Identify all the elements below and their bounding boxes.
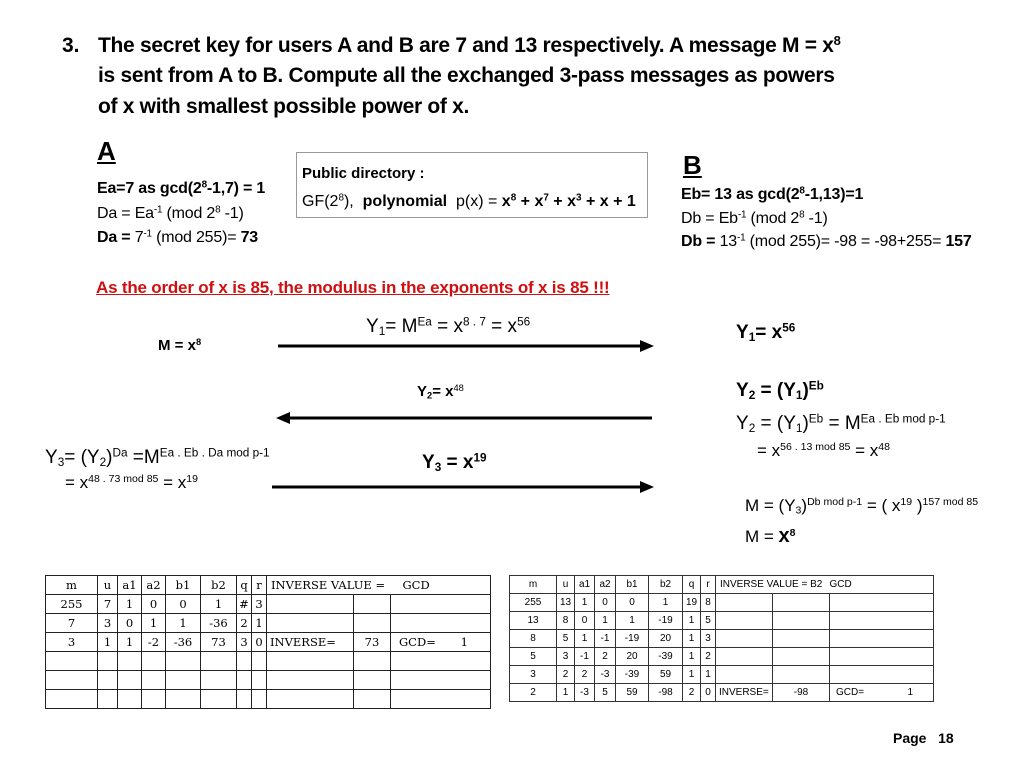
table-cell: [773, 666, 830, 684]
public-directory-polynomial: $GF(2^8)$, polynomial $p(x) = x^8 + x^7 + x^3 + x + 1$: [302, 192, 636, 210]
table-cell: [237, 652, 252, 671]
table-cell: 3: [237, 633, 252, 652]
table-cell: [354, 652, 391, 671]
table-gcd-value: 1: [907, 687, 913, 698]
table-cell: 0: [252, 633, 267, 652]
table-cell: 0: [575, 612, 595, 630]
table-cell: 5: [557, 630, 575, 648]
party-a-da-formula: $Da = Ea^{-1}$ (mod $2^8$ -1): [97, 204, 244, 222]
table-cell: [716, 594, 773, 612]
question-number: 3.: [62, 34, 80, 57]
table-cell: 1: [557, 684, 575, 702]
table-cell: 3: [701, 630, 716, 648]
table-inverse-label: INVERSE=: [267, 633, 354, 652]
message-y2-def: $Y_2 = (Y_1)^{Eb}$: [736, 379, 824, 402]
table-b-header-cell: b1: [616, 576, 649, 594]
table-cell: 1: [649, 594, 683, 612]
question-line-2: is sent from A to B. Compute all the exchanged 3-pass messages as powers: [98, 64, 835, 87]
table-cell: [98, 671, 118, 690]
table-b-header-cell: b2: [649, 576, 683, 594]
table-a-header-cell: r: [252, 576, 267, 595]
table-cell: 1: [98, 633, 118, 652]
table-cell: [142, 652, 166, 671]
table-gcd-label: GCD=: [399, 635, 436, 649]
table-cell: 1: [683, 612, 701, 630]
table-cell: 8: [510, 630, 557, 648]
table-cell: 2: [575, 666, 595, 684]
arrow-a-to-b-pass1: [276, 337, 656, 355]
party-a-label: A: [97, 136, 116, 166]
message-y2-mid: $Y_2= x^{48}$: [417, 382, 464, 401]
table-cell: [830, 594, 934, 612]
table-cell: [267, 652, 354, 671]
table-cell: 20: [649, 630, 683, 648]
table-cell: 1: [142, 614, 166, 633]
arrow-a-to-b-pass3: [270, 478, 656, 496]
table-cell: [391, 690, 491, 709]
table-cell: 1: [252, 614, 267, 633]
table-cell: [142, 690, 166, 709]
table-cell: -98: [649, 684, 683, 702]
table-cell: 59: [616, 684, 649, 702]
table-row: [510, 648, 934, 666]
table-cell: 2: [510, 684, 557, 702]
table-cell: [46, 652, 98, 671]
table-cell: [716, 648, 773, 666]
table-b-gcd-header: GCD: [830, 576, 934, 594]
message-m-decrypt: $M = (Y_3)^{Db mod p-1}$ = ( $x^{19}$ )$^{157 mod 85}$: [745, 496, 979, 517]
table-cell: 255: [46, 595, 98, 614]
page-number: Page 18: [893, 730, 954, 746]
table-cell: [716, 666, 773, 684]
table-cell: [354, 595, 391, 614]
table-row: [46, 671, 491, 690]
table-cell: [773, 648, 830, 666]
message-m-start: $M = x^8$: [158, 336, 202, 354]
table-cell: 0: [616, 594, 649, 612]
table-cell: -36: [201, 614, 237, 633]
table-cell: [830, 648, 934, 666]
table-cell: [166, 671, 201, 690]
public-directory-box: [296, 152, 648, 218]
table-cell: [716, 630, 773, 648]
table-cell: [201, 671, 237, 690]
table-row: [510, 666, 934, 684]
table-cell: [46, 690, 98, 709]
table-cell: #: [237, 595, 252, 614]
table-row: [46, 633, 491, 652]
table-cell: 1: [118, 595, 142, 614]
table-cell: [142, 671, 166, 690]
table-cell: [118, 690, 142, 709]
table-cell: 1: [683, 648, 701, 666]
table-cell: [118, 652, 142, 671]
question-line-1: The secret key for users A and B are 7 and 13 respectively. A message $M = x^8$: [98, 32, 841, 57]
table-cell: -19: [649, 612, 683, 630]
table-cell: [391, 595, 491, 614]
message-y3-mid: $Y_3 = x^{19}$: [422, 451, 487, 474]
table-cell: -1: [575, 648, 595, 666]
table-row: [510, 612, 934, 630]
table-cell: [354, 671, 391, 690]
table-cell: 1: [701, 666, 716, 684]
table-cell: [830, 612, 934, 630]
table-b-header-cell: a2: [595, 576, 616, 594]
message-m-final: $M = x^8$: [745, 525, 796, 547]
table-cell: 7: [46, 614, 98, 633]
party-b-db-formula: $Db = Eb^{-1}$ (mod $2^8$ -1): [681, 209, 828, 227]
table-cell: [267, 614, 354, 633]
table-cell: 0: [142, 595, 166, 614]
table-cell: [830, 666, 934, 684]
table-cell: 3: [252, 595, 267, 614]
message-y3-def: $Y_3= (Y_2)^{Da} =M^{Ea . Eb . Da mod p-1}$: [45, 446, 270, 469]
table-cell: 0: [118, 614, 142, 633]
table-cell: [201, 690, 237, 709]
table-a-header-cell: a2: [142, 576, 166, 595]
table-gcd-label: GCD=: [836, 687, 865, 698]
table-cell: [773, 630, 830, 648]
table-cell: [98, 690, 118, 709]
table-cell: 3: [510, 666, 557, 684]
table-cell: 5: [510, 648, 557, 666]
table-cell: [391, 652, 491, 671]
table-row: [46, 652, 491, 671]
party-a-da-value: $Da = 7^{-1}$ (mod 255)= 73: [97, 228, 258, 246]
party-a-ea: Ea=7 as $\gcd(2^8-1,7) = 1$: [97, 179, 266, 197]
table-cell: 0: [166, 595, 201, 614]
table-a-header-cell: a1: [118, 576, 142, 595]
table-a-header-cell: q: [237, 576, 252, 595]
table-cell: [252, 671, 267, 690]
table-cell: [773, 612, 830, 630]
table-cell: 8: [557, 612, 575, 630]
table-row: [46, 595, 491, 614]
party-b-eb: Eb= 13 as $\gcd(2^8-1,13)=1$: [681, 185, 864, 203]
table-cell: 5: [595, 684, 616, 702]
party-b-label: B: [683, 150, 702, 180]
order-note: As the order of x is 85, the modulus in the exponents of x is 85 !!!: [96, 278, 610, 297]
table-b-header-cell: r: [701, 576, 716, 594]
message-y1-formula: $Y_1= M^{Ea} = x^{8 . 7} = x^{56}$: [366, 315, 531, 338]
table-a-header-cell: b2: [201, 576, 237, 595]
table-gcd-cell: [830, 684, 934, 702]
table-cell: [201, 652, 237, 671]
table-b-header-cell: a1: [575, 576, 595, 594]
table-cell: 5: [701, 612, 716, 630]
table-gcd-value: 1: [460, 635, 468, 649]
table-cell: 13: [557, 594, 575, 612]
question-line-3: of x with smallest possible power of x.: [98, 95, 470, 118]
table-cell: [267, 690, 354, 709]
table-cell: 1: [575, 630, 595, 648]
table-cell: -3: [595, 666, 616, 684]
table-cell: -1: [595, 630, 616, 648]
table-cell: [166, 690, 201, 709]
table-cell: 2: [237, 614, 252, 633]
table-b-header-cell: q: [683, 576, 701, 594]
table-cell: 19: [683, 594, 701, 612]
table-cell: [252, 652, 267, 671]
table-cell: 0: [701, 684, 716, 702]
table-cell: 3: [46, 633, 98, 652]
table-cell: -39: [616, 666, 649, 684]
table-cell: 1: [595, 612, 616, 630]
table-cell: [391, 671, 491, 690]
table-gcd-cell: [391, 633, 491, 652]
inverse-table-b: [509, 575, 934, 702]
table-cell: 8: [701, 594, 716, 612]
message-y3-result: = $x^{48 . 73 mod 85} = x^{19}$: [65, 473, 199, 492]
table-cell: [354, 690, 391, 709]
table-cell: [354, 614, 391, 633]
table-cell: 2: [557, 666, 575, 684]
table-cell: [267, 595, 354, 614]
table-cell: -19: [616, 630, 649, 648]
table-cell: 255: [510, 594, 557, 612]
table-a-header-cell: m: [46, 576, 98, 595]
table-cell: 3: [98, 614, 118, 633]
table-row: [510, 630, 934, 648]
table-b-header-cell: u: [557, 576, 575, 594]
table-cell: 7: [98, 595, 118, 614]
public-directory-title: Public directory :: [302, 165, 425, 182]
table-cell: [98, 652, 118, 671]
table-inverse-value: 73: [354, 633, 391, 652]
table-cell: [237, 690, 252, 709]
table-b-inverse-header: INVERSE VALUE = B2: [716, 576, 830, 594]
table-cell: 13: [510, 612, 557, 630]
table-cell: 73: [201, 633, 237, 652]
table-cell: 1: [683, 630, 701, 648]
table-cell: -2: [142, 633, 166, 652]
table-cell: 1: [166, 614, 201, 633]
table-cell: 0: [595, 594, 616, 612]
table-a-header-cell: u: [98, 576, 118, 595]
table-inverse-label: INVERSE=: [716, 684, 773, 702]
table-cell: [830, 630, 934, 648]
table-cell: 2: [701, 648, 716, 666]
table-b-header: [510, 576, 934, 594]
table-cell: 3: [557, 648, 575, 666]
party-b-db-value: $Db = 13^{-1}$ (mod 255)= -98 = -98+255= 157: [681, 232, 972, 250]
message-y2-result: = $x^{56 . 13 mod 85} = x^{48}$: [757, 441, 891, 460]
table-row: [46, 690, 491, 709]
table-cell: [166, 652, 201, 671]
table-cell: -36: [166, 633, 201, 652]
message-y1-received: $Y_1= x^{56}$: [736, 321, 796, 344]
table-cell: [716, 612, 773, 630]
table-cell: 1: [201, 595, 237, 614]
table-cell: 2: [683, 684, 701, 702]
table-cell: [118, 671, 142, 690]
table-cell: [252, 690, 267, 709]
table-row: [510, 684, 934, 702]
table-b-header-cell: m: [510, 576, 557, 594]
table-cell: -3: [575, 684, 595, 702]
table-cell: [237, 671, 252, 690]
arrow-b-to-a-pass2: [274, 409, 654, 427]
table-row: [510, 594, 934, 612]
table-cell: 59: [649, 666, 683, 684]
inverse-table-a: [45, 575, 491, 709]
table-cell: [773, 594, 830, 612]
table-a-inverse-header: INVERSE VALUE =: [267, 576, 391, 595]
table-a-header: [46, 576, 491, 595]
table-a-gcd-header: GCD: [391, 576, 491, 595]
table-cell: [391, 614, 491, 633]
table-cell: 1: [118, 633, 142, 652]
table-inverse-value: -98: [773, 684, 830, 702]
table-row: [46, 614, 491, 633]
table-cell: -39: [649, 648, 683, 666]
table-cell: 20: [616, 648, 649, 666]
table-cell: [46, 671, 98, 690]
table-cell: [267, 671, 354, 690]
table-cell: 1: [683, 666, 701, 684]
table-cell: 1: [616, 612, 649, 630]
message-y2-expanded: $Y_2 = (Y_1)^{Eb} = M^{Ea . Eb mod p-1}$: [736, 412, 946, 435]
table-cell: 2: [595, 648, 616, 666]
table-cell: 1: [575, 594, 595, 612]
table-a-header-cell: b1: [166, 576, 201, 595]
